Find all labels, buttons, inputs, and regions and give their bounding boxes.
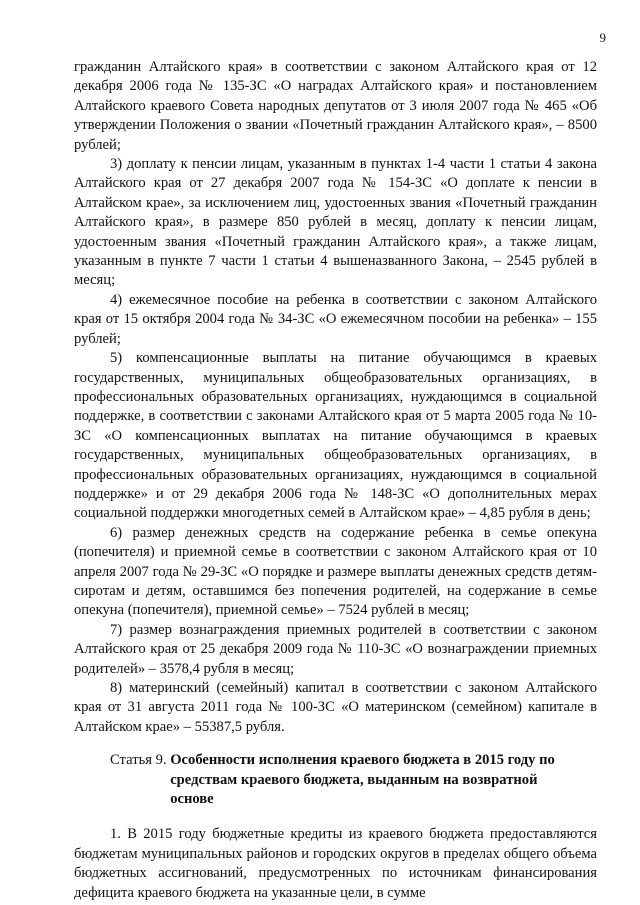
paragraph: 3) доплату к пенсии лицам, указанным в пунктах 1-4 части 1 статьи 4 закона Алтайского края от 27 декабря 2007 года № 154-ЗС «О доплате к пенсии в Алтайском крае», за исключением лиц, удостоенных звания «Почетный гражданин Алтайского края», в размере 850 рублей в месяц, доплату к пенсии лицам, удостоенным звания «Почетный гражданин Алтайского края», а также лицам, указанным в пункте 7 части 1 статьи 4 вышеназванного Закона, – 2545 рублей в месяц;	[74, 156, 597, 289]
paragraph: 8) материнский (семейный) капитал в соответствии с законом Алтайского края от 31 августа 2011 года № 100-ЗС «О материнском (семейном) капитале в Алтайском крае» – 55387,5 рубля.	[74, 680, 597, 735]
paragraph: 5) компенсационные выплаты на питание обучающимся в краевых государственных, муниципальных общеобразовательных организациях, в профессиональных образовательных организациях, нуждающимся в социальной поддержке, в соответствии с законами Алтайского края от 5 марта 2005 года № 10-ЗС «О компенсационных выплатах на питание обучающимся в краевых государственных, муниципальных общеобразовательных организациях, в профессиональных образовательных организациях, нуждающимся в социальной поддержке» и от 29 декабря 2006 года № 148-ЗС «О дополнительных мерах социальной поддержки многодетных семей в Алтайском крае» – 4,85 рубля в день;	[74, 350, 597, 522]
paragraph: 4) ежемесячное пособие на ребенка в соответствии с законом Алтайского края от 15 октября 2004 года № 34-ЗС «О ежемесячном пособии на ребенка» – 155 рублей;	[74, 291, 597, 347]
article-title: Особенности исполнения краевого бюджета в 2015 году по средствам краевого бюджета, выданным на возвратной основе	[170, 752, 555, 808]
page-number: 9	[599, 30, 606, 45]
article-heading	[74, 751, 597, 809]
paragraph: 1. В 2015 году бюджетные кредиты из краевого бюджета предоставляются бюджетам муниципальных районов и городских округов в пределах общего объема бюджетных ассигнований, предусмотренных по источникам финансирования дефицита краевого бюджета на указанные цели, в сумме	[74, 826, 597, 901]
article-label: Статья 9.	[110, 752, 171, 769]
paragraph: 7) размер вознаграждения приемных родителей в соответствии с законом Алтайского края от 25 декабря 2009 года № 110-ЗС «О вознаграждении приемных родителей» – 3578,4 рубля в месяц;	[74, 621, 597, 677]
paragraph: гражданин Алтайского края» в соответствии с законом Алтайского края от 12 декабря 2006 года № 135-ЗС «О наградах Алтайского края» и постановлением Алтайского краевого Совета народных депутатов от 3 июля 2007 года № 465 «Об утверждении Положения о звании «Почетный гражданин Алтайского края», – 8500 рублей;	[74, 59, 597, 153]
document-body	[74, 58, 597, 903]
paragraph: 6) размер денежных средств на содержание ребенка в семье опекуна (попечителя) и приемной семье в соответствии с законом Алтайского края от 10 апреля 2007 года № 29-ЗС «О порядке и размере выплаты денежных средств детям-сиротам и детям, оставшимся без попечения родителей, на содержание в семье опекуна (попечителя), приемной семье» – 7524 рублей в месяц;	[74, 524, 597, 619]
